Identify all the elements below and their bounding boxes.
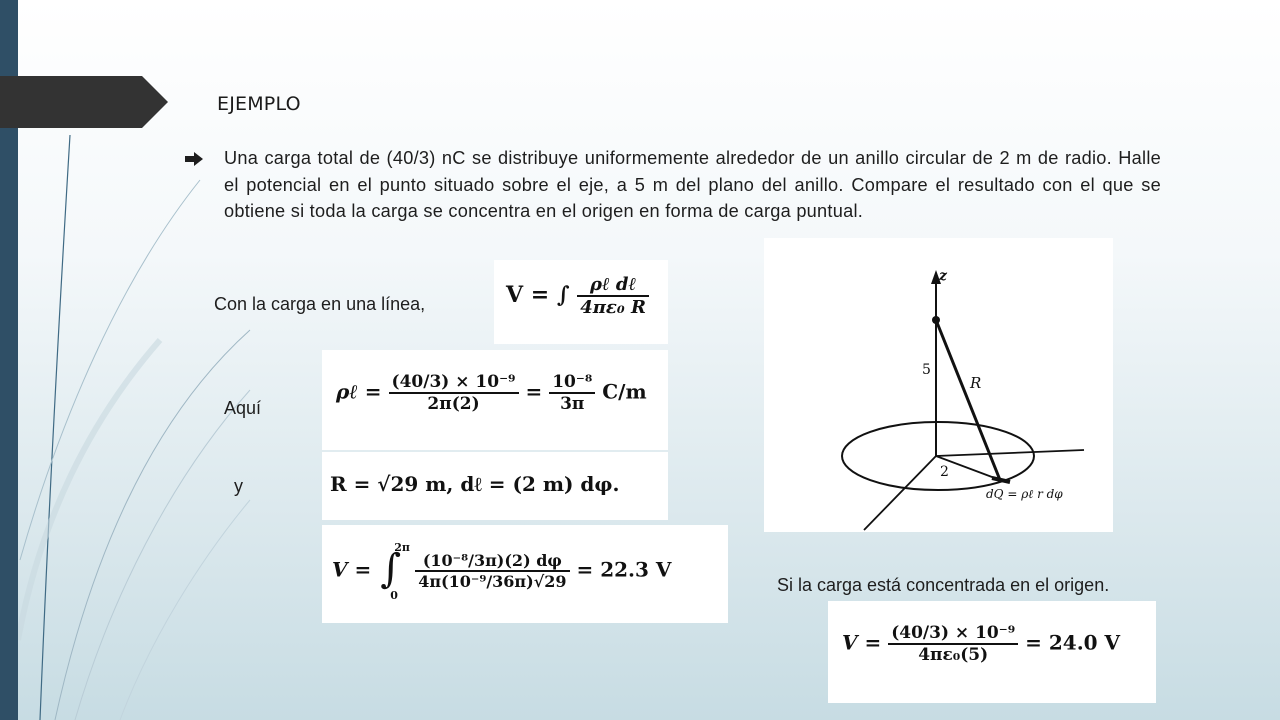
title-arrow-bar <box>0 76 168 128</box>
equation-box-point-result <box>828 601 1156 703</box>
equation-line-result: V = ∫ 2π 0 $\frac{\text{(10⁻⁸/3π)(2) dφ}}{\text{4π(10⁻⁹/36π)√29}}$ = 22.3 V <box>332 541 672 602</box>
eq4-upper-limit: 2π <box>394 541 410 554</box>
r-label: R <box>970 374 982 392</box>
eq2-numerator-1: (40/3) × 10⁻⁹ <box>389 372 519 394</box>
eq1-lhs: V = ∫ <box>506 282 570 308</box>
eq5-result: = 24.0 V <box>1025 630 1121 655</box>
eq4-lower-limit: 0 <box>390 589 398 602</box>
equation-distance: R = √29 m, dℓ = (2 m) dφ. <box>330 472 620 496</box>
equation-box-distance <box>322 452 668 520</box>
ring-charge-figure <box>764 238 1113 532</box>
equation-potential-integral <box>506 274 649 318</box>
eq4-denominator: 4π(10⁻⁹/36π)√29 <box>418 572 567 591</box>
eq2-denominator-1: 2π(2) <box>427 394 480 414</box>
ring-diagram <box>764 238 1113 532</box>
eq4-result: = 22.3 V <box>576 557 672 582</box>
equation-box-line-result <box>322 525 728 623</box>
label-origin-charge: Si la carga está concentrada en el origen. <box>777 575 1110 595</box>
radius-label: 2 <box>940 464 949 480</box>
eq1-numerator: ρℓ dℓ <box>577 274 649 297</box>
arrow-bullet-icon <box>185 152 203 166</box>
height-label: 5 <box>922 362 931 378</box>
dq-label: dQ = ρℓ r dφ <box>986 487 1063 501</box>
eq5-numerator: (40/3) × 10⁻⁹ <box>888 623 1018 645</box>
eq1-denominator: 4πε₀ R <box>580 297 646 318</box>
slide-title: EJEMPLO <box>217 93 301 115</box>
label-line-charge: Con la carga en una línea, <box>214 294 426 314</box>
eq5-denominator: 4πε₀(5) <box>918 645 989 665</box>
eq2-unit: C/m <box>602 379 647 404</box>
z-axis-label: z <box>939 268 947 284</box>
eq4-numerator: (10⁻⁸/3π)(2) dφ <box>415 551 569 572</box>
equation-point-result <box>842 623 1120 665</box>
eq2-lhs: ρℓ = <box>336 379 382 404</box>
eq4-lhs: V = <box>332 557 372 582</box>
label-and: y <box>234 476 243 496</box>
eq2-numerator-2: 10⁻⁸ <box>549 372 595 394</box>
equation-line-density: ρℓ = $\frac{\text{(40/3) × 10⁻⁹}}{2\pi(2)}$ = $\frac{\text{10⁻⁸}}{3\pi}$ C/m <box>336 372 647 414</box>
eq2-denominator-2: 3π <box>560 394 585 414</box>
equation-box-line-density <box>322 350 668 450</box>
label-here: Aquí <box>224 398 262 418</box>
eq5-lhs: V = <box>842 630 882 655</box>
equation-box-potential-integral <box>494 260 668 344</box>
problem-statement: Una carga total de (40/3) nC se distribuye uniformemente alrededor de un anillo circular de 2 m de radio. Halle el potencial en el punto situado sobre el eje, a 5 m del plano del anillo. Compare el resultado con el que se obtiene si toda la carga se concentra en el origen en forma de carga puntual. <box>224 148 1161 221</box>
